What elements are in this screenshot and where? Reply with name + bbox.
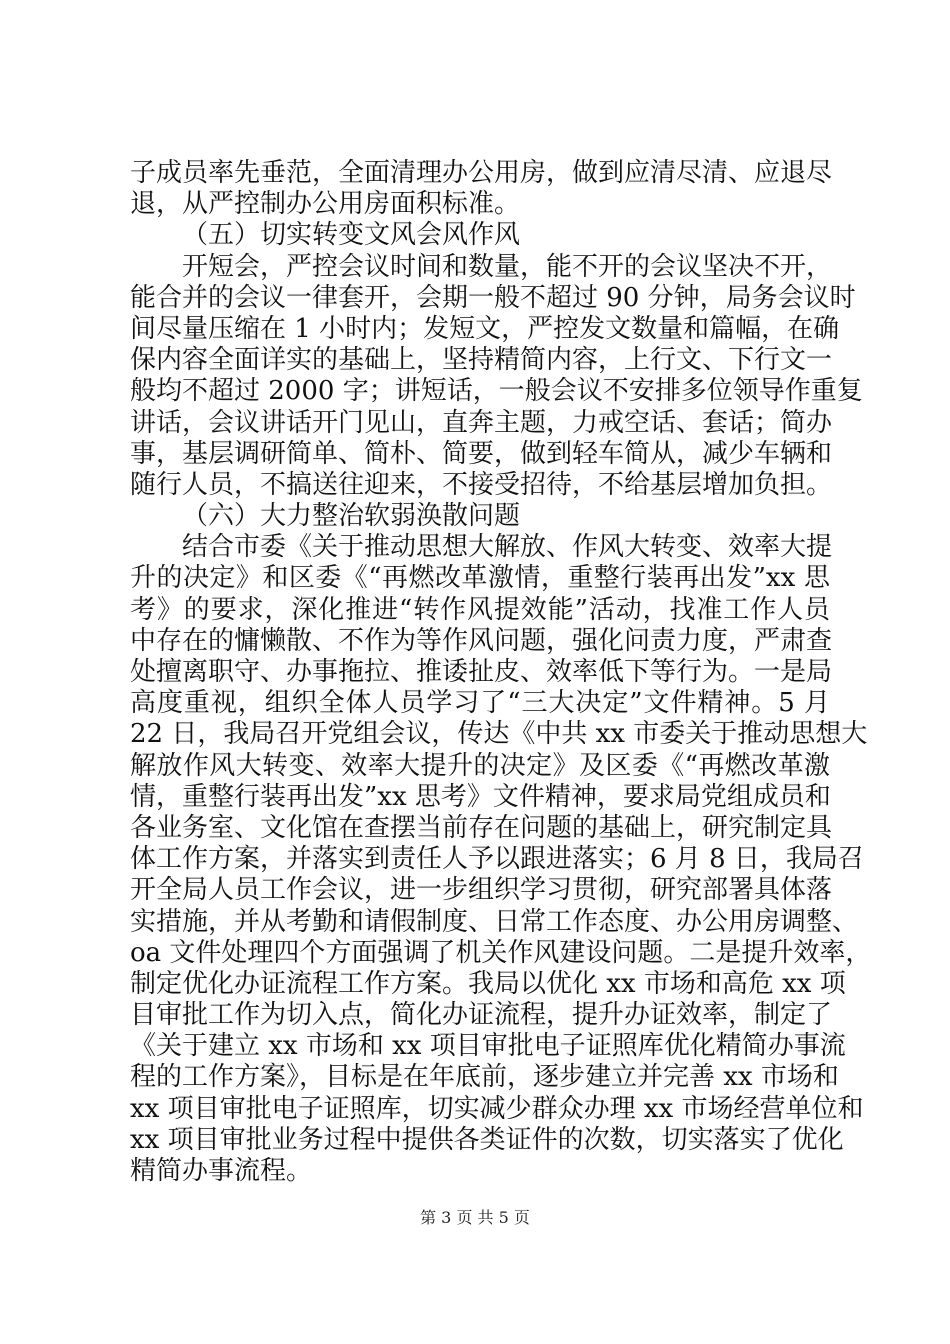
text-line: 随行人员，不搞送往迎来，不接受招待，不给基层增加负担。 (130, 469, 833, 500)
text-line: 实措施，并从考勤和请假制度、日常工作态度、办公用房调整、 (130, 906, 859, 937)
text-line: 各业务室、文化馆在查摆当前存在问题的基础上，研究制定具 (130, 812, 833, 843)
text-line: 结合市委《关于推动思想大解放、作风大转变、效率大提 (182, 532, 833, 563)
text-line: 体工作方案，并落实到责任人予以跟进落实；6 月 8 日，我局召 (130, 844, 864, 875)
text-line: 考》的要求，深化推进“转作风提效能”活动，找准工作人员 (130, 594, 830, 625)
text-line: 般均不超过 2000 字；讲短话，一般会议不安排多位领导作重复 (130, 376, 863, 407)
text-line: 情，重整行装再出发”xx 思考》文件精神，要求局党组成员和 (130, 781, 831, 812)
document-body (130, 158, 872, 1187)
text-line: 间尽量压缩在 1 小时内；发短文，严控发文数量和篇幅，在确 (130, 313, 840, 344)
text-line: oa 文件处理四个方面强调了机关作风建设问题。二是提升效率， (130, 937, 872, 968)
text-line: 事，基层调研简单、简朴、简要，做到轻车简从，减少车辆和 (130, 438, 833, 469)
text-line: 升的决定》和区委《“再燃改革激情，重整行装再出发”xx 思 (130, 563, 830, 594)
text-line: 22 日，我局召开党组会议，传达《中共 xx 市委关于推动思想大 (130, 719, 868, 750)
text-line: xx 项目审批电子证照库，切实减少群众办理 xx 市场经营单位和 (130, 1093, 864, 1124)
page-number: 第 3 页 共 5 页 (420, 1208, 530, 1227)
text-line: 精简办事流程。 (130, 1156, 313, 1186)
text-line: 子成员率先垂范，全面清理办公用房，做到应清尽清、应退尽 (130, 158, 833, 188)
text-line: 目审批工作为切入点，简化办证流程，提升办证效率，制定了 (130, 1000, 833, 1031)
text-line: 开短会，严控会议时间和数量，能不开的会议坚决不开， (182, 251, 833, 282)
text-line: 解放作风大转变、效率大提升的决定》及区委《“再燃改革激 (130, 750, 830, 781)
text-line: 能合并的会议一律套开，会期一般不超过 90 分钟，局务会议时 (130, 282, 856, 313)
text-line: 保内容全面详实的基础上，坚持精简内容，上行文、下行文一 (130, 345, 833, 376)
text-line: 程的工作方案》，目标是在年底前，逐步建立并完善 xx 市场和 (130, 1062, 839, 1093)
text-line: 中存在的慵懒散、不作为等作风问题，强化问责力度，严肃查 (130, 625, 833, 656)
section-heading-5: （五）切实转变文风会风作风 (182, 220, 521, 251)
text-line: 开全局人员工作会议，进一步组织学习贯彻，研究部署具体落 (130, 875, 833, 906)
text-line: 退，从严控制办公用房面积标准。 (130, 189, 521, 220)
text-line: 制定优化办证流程工作方案。我局以优化 xx 市场和高危 xx 项 (130, 968, 846, 999)
text-line: xx 项目审批业务过程中提供各类证件的次数，切实落实了优化 (130, 1124, 844, 1155)
text-line: 处擅离职守、办事拖拉、推诿扯皮、效率低下等行为。一是局 (130, 657, 833, 687)
text-line: 讲话，会议讲话开门见山，直奔主题，力戒空话、套话；简办 (130, 407, 833, 438)
text-line: 《关于建立 xx 市场和 xx 项目审批电子证照库优化精简办事流 (130, 1031, 846, 1062)
text-line: 高度重视，组织全体人员学习了“三大决定”文件精神。5 月 (130, 688, 830, 719)
section-heading-6: （六）大力整治软弱涣散问题 (182, 501, 521, 532)
